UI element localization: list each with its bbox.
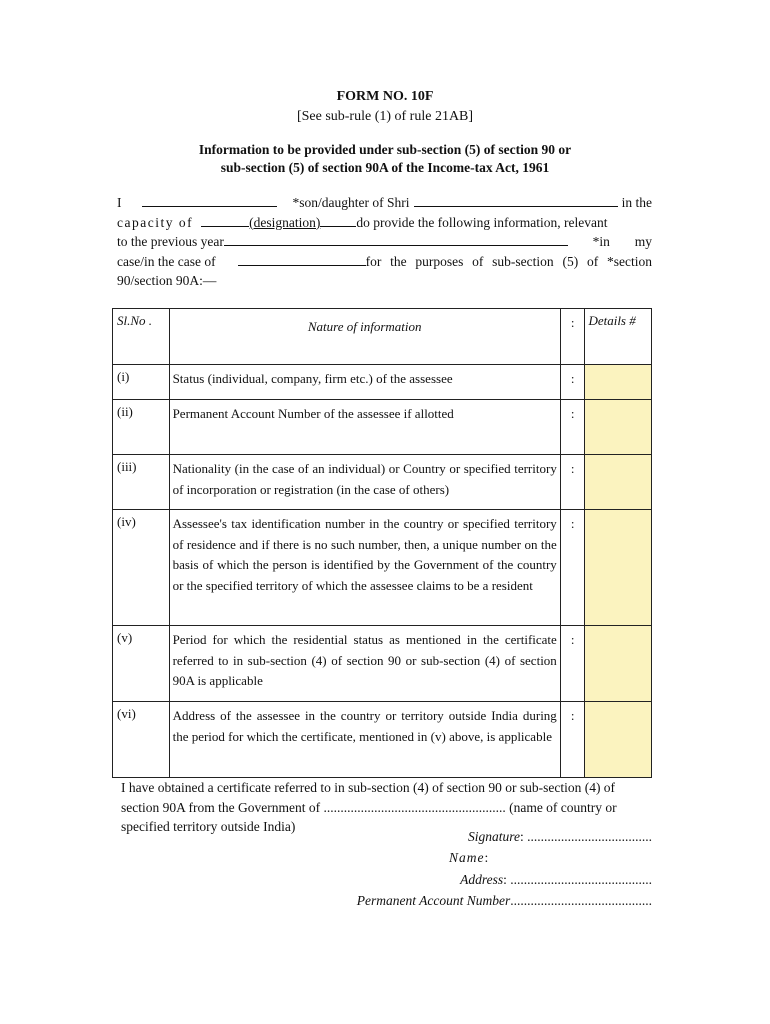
- intro-previous-year: to the previous year: [117, 234, 224, 249]
- pan-line: [357, 893, 652, 909]
- form-heading: [0, 141, 770, 177]
- header-details: Details #: [585, 309, 652, 365]
- intro-in: *in: [592, 234, 610, 249]
- row-text: Address of the assessee in the country or territory outside India during the period for which the certificate, mentioned in (v) above, is applicable: [169, 702, 560, 778]
- declaration-text: I have obtained a certificate referred to in sub-section (4) of section 90 or sub-section (4) of section 90A from the Government of ...................................................... (name of country or specified territory outside India): [121, 780, 617, 834]
- table-row: [113, 365, 652, 400]
- row-colon: :: [560, 626, 585, 702]
- intro-purpose: for the purposes of sub-section (5) of *section: [365, 253, 652, 269]
- intro-paragraph: [117, 193, 652, 291]
- intro-case-of: case/in the case of: [117, 253, 216, 269]
- row-sl: (v): [113, 626, 170, 702]
- name-line: [449, 850, 488, 866]
- row-text: Period for which the residential status as mentioned in the certificate referred to in sub-section (4) of section 90 or sub-section (4) of section 90A is applicable: [169, 626, 560, 702]
- table-row: [113, 455, 652, 510]
- row-colon: :: [560, 702, 585, 778]
- signature-label: Signature: [467, 829, 520, 844]
- row-text: Assessee's tax identification number in the country or specified territory of residence and if there is no such number, then, a unique number on the basis of which the person is identified by the Government of the country or the specified territory of which the assessee claims to be a resident: [169, 510, 560, 626]
- intro-provide: do provide the following information, relevant: [356, 214, 608, 230]
- name-blank[interactable]: [142, 194, 277, 207]
- capacity-blank-2[interactable]: [320, 214, 356, 227]
- signature-line: [468, 829, 652, 845]
- row-sl: (iv): [113, 510, 170, 626]
- capacity-blank[interactable]: [201, 214, 249, 227]
- row-sl: (i): [113, 365, 170, 400]
- information-table: [112, 308, 652, 778]
- intro-pronoun: I: [117, 195, 122, 210]
- row-text: Status (individual, company, firm etc.) of the assessee: [169, 365, 560, 400]
- row-colon: :: [560, 400, 585, 455]
- row-sl: (ii): [113, 400, 170, 455]
- signature-field[interactable]: : .....................................: [519, 829, 652, 844]
- header-colon: :: [560, 309, 585, 365]
- table-header-row: [113, 309, 652, 365]
- address-label: Address: [460, 872, 504, 887]
- details-field-period[interactable]: [585, 626, 652, 702]
- intro-relation: *son/daughter of Shri: [292, 195, 410, 210]
- form-subrule: [See sub-rule (1) of rule 21AB]: [296, 109, 474, 124]
- heading-line-2: sub-section (5) of section 90A of the Income-tax Act, 1961: [220, 160, 550, 175]
- row-text: Nationality (in the case of an individual) or Country or specified territory of incorporation or registration (in the case of others): [169, 455, 560, 510]
- name-field[interactable]: :: [484, 850, 489, 865]
- row-colon: :: [560, 365, 585, 400]
- row-sl: (iii): [113, 455, 170, 510]
- intro-capacity-lead: in the: [621, 195, 652, 210]
- pan-label: Permanent Account Number: [356, 893, 511, 908]
- header-nature: Nature of information: [169, 309, 560, 365]
- address-line: [460, 872, 652, 888]
- address-field[interactable]: : ..........................................: [503, 872, 652, 887]
- designation-field[interactable]: (designation): [249, 214, 321, 230]
- case-of-blank[interactable]: [238, 253, 366, 266]
- details-field-status[interactable]: [585, 365, 652, 400]
- details-field-pan[interactable]: [585, 400, 652, 455]
- details-field-tin[interactable]: [585, 510, 652, 626]
- previous-year-blank[interactable]: [224, 233, 568, 246]
- intro-my: my: [634, 234, 652, 249]
- row-colon: :: [560, 455, 585, 510]
- header-sl-no: Sl.No .: [113, 309, 170, 365]
- details-field-address[interactable]: [585, 702, 652, 778]
- pan-field[interactable]: ..........................................: [510, 893, 652, 908]
- table-row: [113, 510, 652, 626]
- form-title: FORM NO. 10F: [336, 89, 434, 104]
- table-row: [113, 702, 652, 778]
- father-name-blank[interactable]: [414, 194, 618, 207]
- name-label: Name: [449, 850, 485, 865]
- row-text: Permanent Account Number of the assessee if allotted: [169, 400, 560, 455]
- heading-line-1: Information to be provided under sub-section (5) of section 90 or: [198, 142, 572, 157]
- intro-capacity: capacity of: [117, 214, 194, 230]
- table-row: [113, 626, 652, 702]
- row-sl: (vi): [113, 702, 170, 778]
- details-field-nationality[interactable]: [585, 455, 652, 510]
- intro-section: 90/section 90A:—: [117, 273, 217, 288]
- table-row: [113, 400, 652, 455]
- row-colon: :: [560, 510, 585, 626]
